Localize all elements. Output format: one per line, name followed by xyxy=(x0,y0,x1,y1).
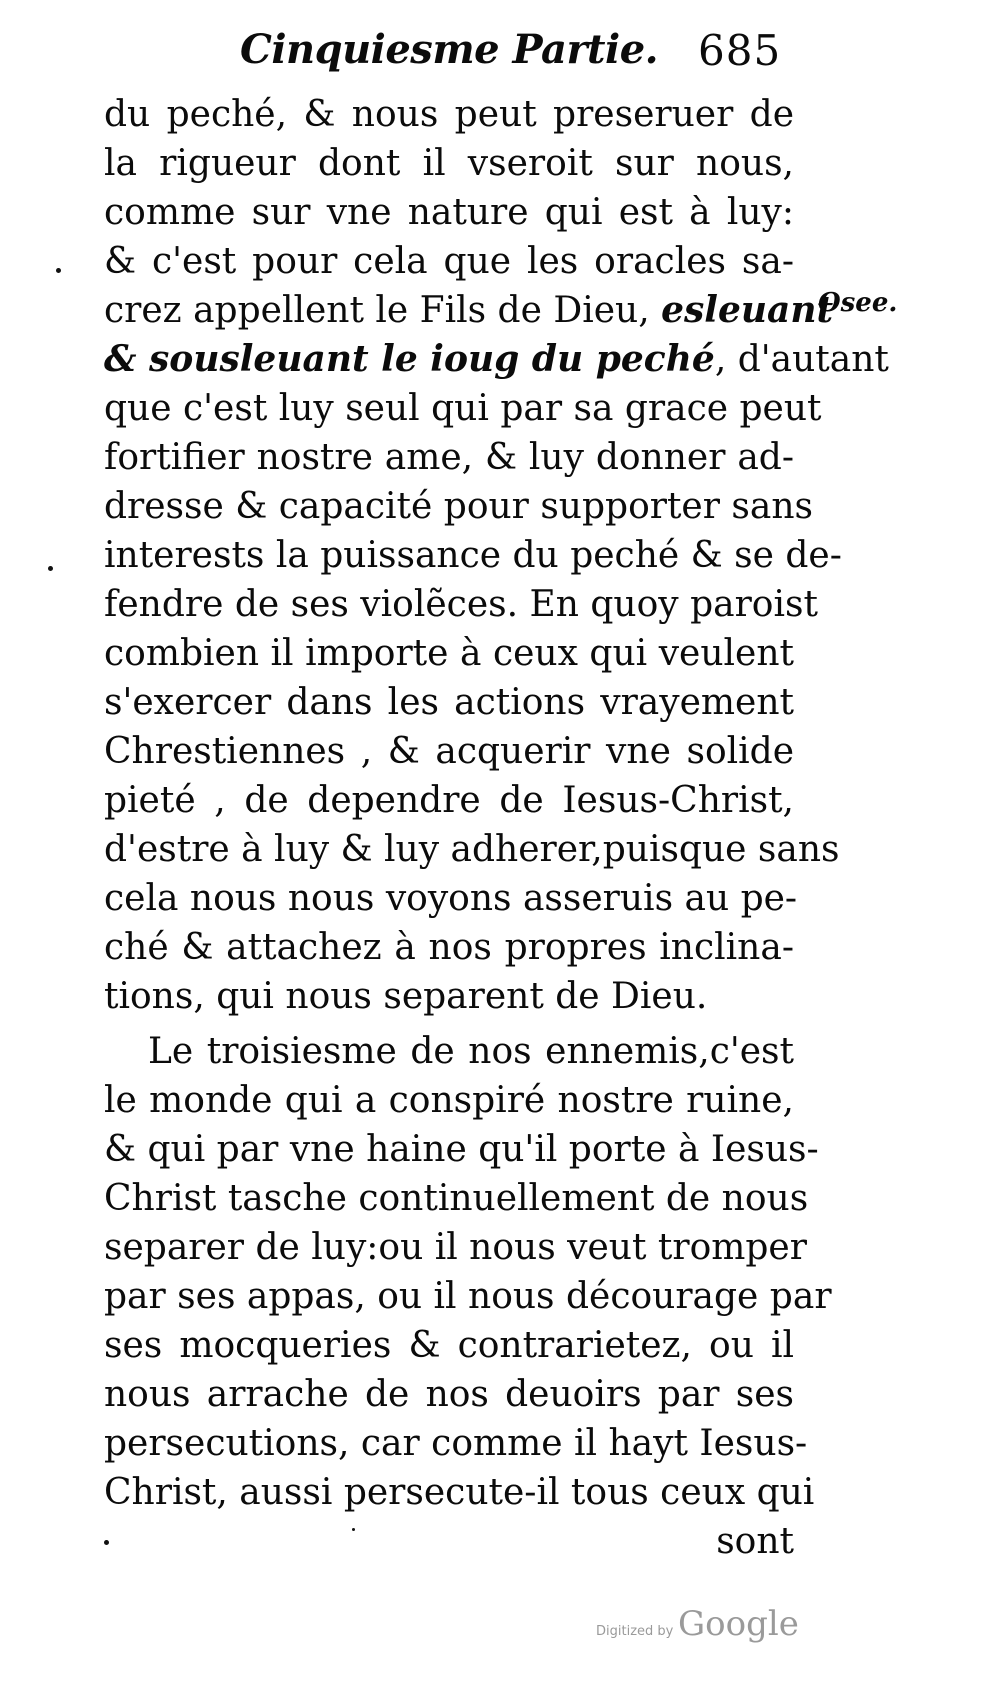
margin-note: Osee. xyxy=(818,288,898,318)
text-line: ses mocqueries & contrarietez, ou il xyxy=(104,1325,794,1366)
running-title: Cinquiesme Partie. xyxy=(240,26,659,73)
text-line: le monde qui a conspiré nostre ruine, xyxy=(104,1080,794,1121)
text-line: fortifier nostre ame, & luy donner ad- xyxy=(104,437,794,478)
google-logo: Google xyxy=(678,1604,799,1644)
catchword: sont xyxy=(716,1521,794,1562)
text-line xyxy=(104,335,889,384)
text-line-plain: crez appellent le Fils de Dieu, xyxy=(104,290,662,331)
text-line-plain: , d'autant xyxy=(714,339,889,380)
text-line: cela nous nous voyons asseruis au pe- xyxy=(104,878,798,919)
text-line: d'estre à luy & luy adherer,puisque sans xyxy=(104,829,840,870)
text-line: s'exercer dans les actions vrayement xyxy=(104,682,794,723)
text-line: comme sur vne nature qui est à luy: xyxy=(104,192,794,233)
text-line: nous arrache de nos deuoirs par ses xyxy=(104,1374,794,1415)
text-line: Christ tasche continuellement de nous xyxy=(104,1178,809,1219)
text-line: & c'est pour cela que les oracles sa- xyxy=(104,241,794,282)
text-line: que c'est luy seul qui par sa grace peut xyxy=(104,388,822,429)
text-line: Chrestiennes , & acquerir vne solide xyxy=(104,731,794,772)
paragraph-first-line: Le troisiesme de nos ennemis,c'est xyxy=(148,1031,794,1072)
text-line: par ses appas, ou il nous décourage par xyxy=(104,1276,832,1317)
text-line: du peché, & nous peut preseruer de xyxy=(104,94,794,135)
text-line: interests la puissance du peché & se de- xyxy=(104,535,842,576)
text-line: ché & attachez à nos propres inclina- xyxy=(104,927,794,968)
ink-speck xyxy=(352,1528,355,1531)
ink-speck xyxy=(48,566,53,571)
text-line: separer de luy:ou il nous veut tromper xyxy=(104,1227,807,1268)
page-number: 685 xyxy=(698,26,782,75)
text-line: & qui par vne haine qu'il porte à Iesus- xyxy=(104,1129,819,1170)
text-line: dresse & capacité pour supporter sans xyxy=(104,486,813,527)
italic-quotation: & sousleuant le ioug du peché xyxy=(104,338,715,380)
text-line xyxy=(104,286,834,335)
italic-quotation: esleuant xyxy=(661,289,834,331)
digitized-watermark xyxy=(596,1602,856,1652)
text-line: combien il importe à ceux qui veulent xyxy=(104,633,794,674)
text-line: fendre de ses violẽces. En quoy paroist xyxy=(104,584,818,625)
text-line: tions, qui nous separent de Dieu. xyxy=(104,976,708,1017)
text-line: persecutions, car comme il hayt Iesus- xyxy=(104,1423,808,1464)
watermark-digitized-by: Digitized by xyxy=(596,1624,674,1639)
running-head xyxy=(240,26,800,86)
text-line: la rigueur dont il vseroit sur nous, xyxy=(104,143,794,184)
text-line: pieté , de dependre de Iesus-Christ, xyxy=(104,780,794,821)
ink-speck xyxy=(56,268,61,273)
ink-speck xyxy=(104,1540,109,1545)
text-line: Christ, aussi persecute-il tous ceux qui xyxy=(104,1472,815,1513)
